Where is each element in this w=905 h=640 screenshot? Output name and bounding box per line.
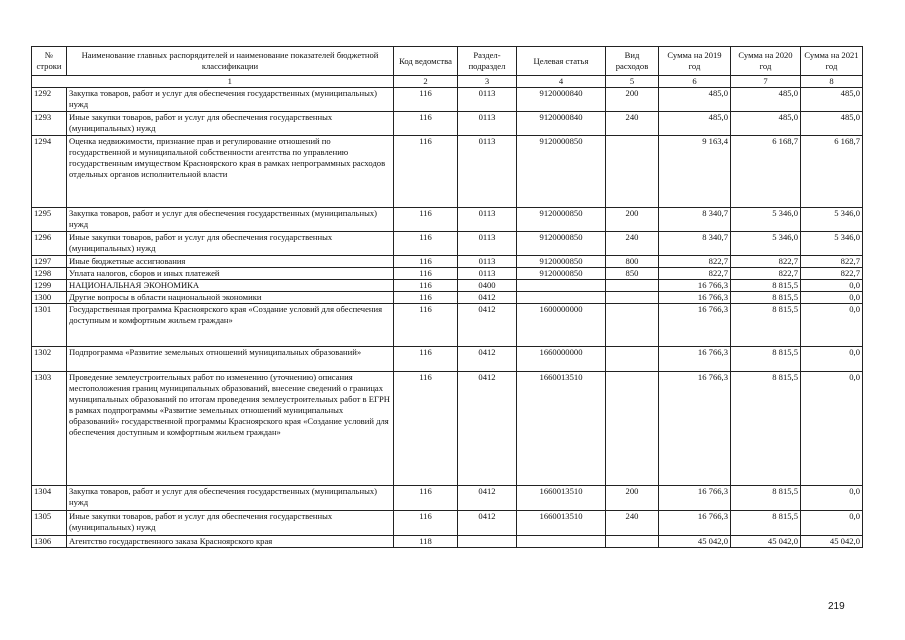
header-article: Целевая статья — [517, 47, 606, 76]
table-row — [32, 511, 863, 536]
cell-sum-2021: 0,0 — [801, 347, 863, 372]
table-row — [32, 136, 863, 208]
cell-sum-2020: 822,7 — [731, 268, 801, 280]
cell-type: 200 — [606, 88, 659, 112]
cell-sum-2019: 16 766,3 — [659, 347, 731, 372]
table-row — [32, 280, 863, 292]
cell-sum-2020: 8 815,5 — [731, 372, 801, 486]
cell-row-number: 1292 — [32, 88, 67, 112]
cell-code: 116 — [394, 292, 458, 304]
cell-code: 116 — [394, 372, 458, 486]
cell-type: 800 — [606, 256, 659, 268]
table-row — [32, 268, 863, 280]
cell-row-number: 1296 — [32, 232, 67, 256]
cell-section: 0412 — [458, 511, 517, 536]
cell-row-number: 1301 — [32, 304, 67, 347]
cell-row-number: 1299 — [32, 280, 67, 292]
header-number-3: 3 — [458, 76, 517, 88]
cell-code: 116 — [394, 304, 458, 347]
cell-type: 240 — [606, 112, 659, 136]
header-name: Наименование главных распорядителей и наименование показателей бюджетной классификации — [67, 47, 394, 76]
cell-name: Государственная программа Красноярского края «Создание условий для обеспечения доступным и комфортным жильем граждан» — [67, 304, 394, 347]
cell-code: 116 — [394, 136, 458, 208]
cell-sum-2021: 0,0 — [801, 372, 863, 486]
cell-sum-2019: 16 766,3 — [659, 486, 731, 511]
table-row — [32, 208, 863, 232]
cell-sum-2020: 45 042,0 — [731, 536, 801, 548]
cell-sum-2020: 8 815,5 — [731, 280, 801, 292]
cell-name: Закупка товаров, работ и услуг для обеспечения государственных (муниципальных) нужд — [67, 486, 394, 511]
cell-section: 0400 — [458, 280, 517, 292]
cell-section: 0412 — [458, 372, 517, 486]
table-header — [32, 47, 863, 88]
header-number-5: 5 — [606, 76, 659, 88]
cell-sum-2020: 8 815,5 — [731, 292, 801, 304]
cell-sum-2021: 5 346,0 — [801, 232, 863, 256]
cell-section: 0113 — [458, 88, 517, 112]
header-code: Код ведомства — [394, 47, 458, 76]
cell-sum-2021: 0,0 — [801, 486, 863, 511]
cell-sum-2021: 0,0 — [801, 292, 863, 304]
table-row — [32, 88, 863, 112]
cell-sum-2021: 822,7 — [801, 268, 863, 280]
header-number-7: 7 — [731, 76, 801, 88]
cell-name: Закупка товаров, работ и услуг для обеспечения государственных (муниципальных) нужд — [67, 208, 394, 232]
cell-sum-2019: 485,0 — [659, 112, 731, 136]
cell-sum-2019: 8 340,7 — [659, 232, 731, 256]
table-row — [32, 372, 863, 486]
table-row — [32, 256, 863, 268]
cell-sum-2021: 45 042,0 — [801, 536, 863, 548]
cell-code: 116 — [394, 112, 458, 136]
cell-type — [606, 347, 659, 372]
cell-sum-2019: 822,7 — [659, 256, 731, 268]
cell-sum-2020: 5 346,0 — [731, 208, 801, 232]
cell-article: 1600000000 — [517, 304, 606, 347]
cell-row-number: 1298 — [32, 268, 67, 280]
header-number-2: 2 — [394, 76, 458, 88]
cell-row-number: 1305 — [32, 511, 67, 536]
cell-row-number: 1306 — [32, 536, 67, 548]
table-row — [32, 112, 863, 136]
cell-type — [606, 292, 659, 304]
cell-sum-2020: 485,0 — [731, 112, 801, 136]
cell-article — [517, 292, 606, 304]
cell-type: 240 — [606, 232, 659, 256]
table-row — [32, 232, 863, 256]
cell-name: Уплата налогов, сборов и иных платежей — [67, 268, 394, 280]
cell-sum-2019: 822,7 — [659, 268, 731, 280]
cell-name: Иные бюджетные ассигнования — [67, 256, 394, 268]
cell-sum-2020: 8 815,5 — [731, 304, 801, 347]
cell-name: Подпрограмма «Развитие земельных отношений муниципальных образований» — [67, 347, 394, 372]
header-number-8: 8 — [801, 76, 863, 88]
cell-type — [606, 280, 659, 292]
table-body — [32, 88, 863, 548]
header-num: № строки — [32, 47, 67, 76]
cell-code: 116 — [394, 486, 458, 511]
cell-sum-2019: 16 766,3 — [659, 280, 731, 292]
cell-section: 0113 — [458, 268, 517, 280]
header-number-6: 6 — [659, 76, 731, 88]
cell-article — [517, 536, 606, 548]
cell-row-number: 1300 — [32, 292, 67, 304]
cell-name: Другие вопросы в области национальной экономики — [67, 292, 394, 304]
cell-sum-2021: 6 168,7 — [801, 136, 863, 208]
cell-row-number: 1297 — [32, 256, 67, 268]
cell-code: 116 — [394, 208, 458, 232]
table-row — [32, 292, 863, 304]
cell-type: 850 — [606, 268, 659, 280]
cell-sum-2020: 822,7 — [731, 256, 801, 268]
cell-section: 0412 — [458, 486, 517, 511]
header-number-1: 1 — [67, 76, 394, 88]
cell-type: 240 — [606, 511, 659, 536]
cell-section: 0412 — [458, 304, 517, 347]
cell-sum-2020: 8 815,5 — [731, 511, 801, 536]
cell-name: Иные закупки товаров, работ и услуг для обеспечения государственных (муниципальных) нужд — [67, 511, 394, 536]
cell-section: 0113 — [458, 112, 517, 136]
cell-sum-2021: 485,0 — [801, 88, 863, 112]
header-sum-2020: Сумма на 2020 год — [731, 47, 801, 76]
cell-name: Оценка недвижимости, признание прав и регулирование отношений по государственной и муниципальной собственности агентства по управлению государственным имуществом Красноярского края в рамках непрограммных расходов отдельных органов исполнительной власти — [67, 136, 394, 208]
cell-row-number: 1293 — [32, 112, 67, 136]
cell-article: 9120000840 — [517, 112, 606, 136]
cell-sum-2021: 822,7 — [801, 256, 863, 268]
cell-name: Закупка товаров, работ и услуг для обеспечения государственных (муниципальных) нужд — [67, 88, 394, 112]
cell-section: 0412 — [458, 347, 517, 372]
cell-name: НАЦИОНАЛЬНАЯ ЭКОНОМИКА — [67, 280, 394, 292]
cell-name: Иные закупки товаров, работ и услуг для обеспечения государственных (муниципальных) нужд — [67, 232, 394, 256]
cell-sum-2020: 8 815,5 — [731, 486, 801, 511]
cell-row-number: 1304 — [32, 486, 67, 511]
cell-sum-2019: 16 766,3 — [659, 292, 731, 304]
cell-type — [606, 304, 659, 347]
cell-sum-2020: 6 168,7 — [731, 136, 801, 208]
cell-type — [606, 372, 659, 486]
table-row — [32, 486, 863, 511]
header-number-blank — [32, 76, 67, 88]
cell-sum-2020: 5 346,0 — [731, 232, 801, 256]
table-row — [32, 304, 863, 347]
cell-sum-2021: 0,0 — [801, 511, 863, 536]
cell-article: 9120000840 — [517, 88, 606, 112]
cell-code: 116 — [394, 511, 458, 536]
cell-section — [458, 536, 517, 548]
header-number-row — [32, 76, 863, 88]
cell-row-number: 1295 — [32, 208, 67, 232]
cell-code: 116 — [394, 256, 458, 268]
table-row — [32, 536, 863, 548]
cell-article: 9120000850 — [517, 232, 606, 256]
cell-article: 9120000850 — [517, 136, 606, 208]
cell-article: 9120000850 — [517, 208, 606, 232]
cell-code: 116 — [394, 88, 458, 112]
cell-sum-2020: 8 815,5 — [731, 347, 801, 372]
cell-sum-2020: 485,0 — [731, 88, 801, 112]
cell-type — [606, 136, 659, 208]
cell-sum-2019: 8 340,7 — [659, 208, 731, 232]
cell-sum-2019: 9 163,4 — [659, 136, 731, 208]
cell-code: 116 — [394, 347, 458, 372]
cell-article: 1660013510 — [517, 511, 606, 536]
cell-article: 1660013510 — [517, 486, 606, 511]
cell-section: 0113 — [458, 208, 517, 232]
header-sum-2019: Сумма на 2019 год — [659, 47, 731, 76]
cell-sum-2021: 0,0 — [801, 280, 863, 292]
cell-name: Проведение землеустроительных работ по изменению (уточнению) описания местоположения границ муниципальных образований, внесение сведений о границах муниципальных образований по итогам проведения землеустроительных работ в ЕГРН в рамках подпрограммы «Развитие земельных отношений муниципальных образований» государственной программы Красноярского края «Создание условий для обеспечения доступным и комфортным жильем граждан» — [67, 372, 394, 486]
cell-row-number: 1302 — [32, 347, 67, 372]
cell-type — [606, 536, 659, 548]
header-type: Вид расходов — [606, 47, 659, 76]
cell-row-number: 1303 — [32, 372, 67, 486]
cell-code: 116 — [394, 280, 458, 292]
table-row — [32, 347, 863, 372]
cell-article: 1660013510 — [517, 372, 606, 486]
cell-row-number: 1294 — [32, 136, 67, 208]
cell-sum-2021: 485,0 — [801, 112, 863, 136]
cell-section: 0113 — [458, 232, 517, 256]
cell-section: 0412 — [458, 292, 517, 304]
budget-table — [31, 46, 863, 548]
cell-code: 116 — [394, 232, 458, 256]
cell-article: 9120000850 — [517, 256, 606, 268]
page-number: 219 — [828, 601, 845, 612]
cell-sum-2019: 16 766,3 — [659, 304, 731, 347]
cell-name: Иные закупки товаров, работ и услуг для обеспечения государственных (муниципальных) нужд — [67, 112, 394, 136]
cell-sum-2019: 16 766,3 — [659, 511, 731, 536]
cell-section: 0113 — [458, 136, 517, 208]
cell-type: 200 — [606, 208, 659, 232]
header-number-4: 4 — [517, 76, 606, 88]
cell-sum-2021: 0,0 — [801, 304, 863, 347]
header-sum-2021: Сумма на 2021 год — [801, 47, 863, 76]
cell-code: 116 — [394, 268, 458, 280]
header-section: Раздел-подраздел — [458, 47, 517, 76]
cell-name: Агентство государственного заказа Красноярского края — [67, 536, 394, 548]
cell-sum-2019: 485,0 — [659, 88, 731, 112]
cell-sum-2021: 5 346,0 — [801, 208, 863, 232]
cell-article — [517, 280, 606, 292]
cell-section: 0113 — [458, 256, 517, 268]
cell-type: 200 — [606, 486, 659, 511]
cell-article: 1660000000 — [517, 347, 606, 372]
cell-code: 118 — [394, 536, 458, 548]
cell-article: 9120000850 — [517, 268, 606, 280]
cell-sum-2019: 16 766,3 — [659, 372, 731, 486]
cell-sum-2019: 45 042,0 — [659, 536, 731, 548]
